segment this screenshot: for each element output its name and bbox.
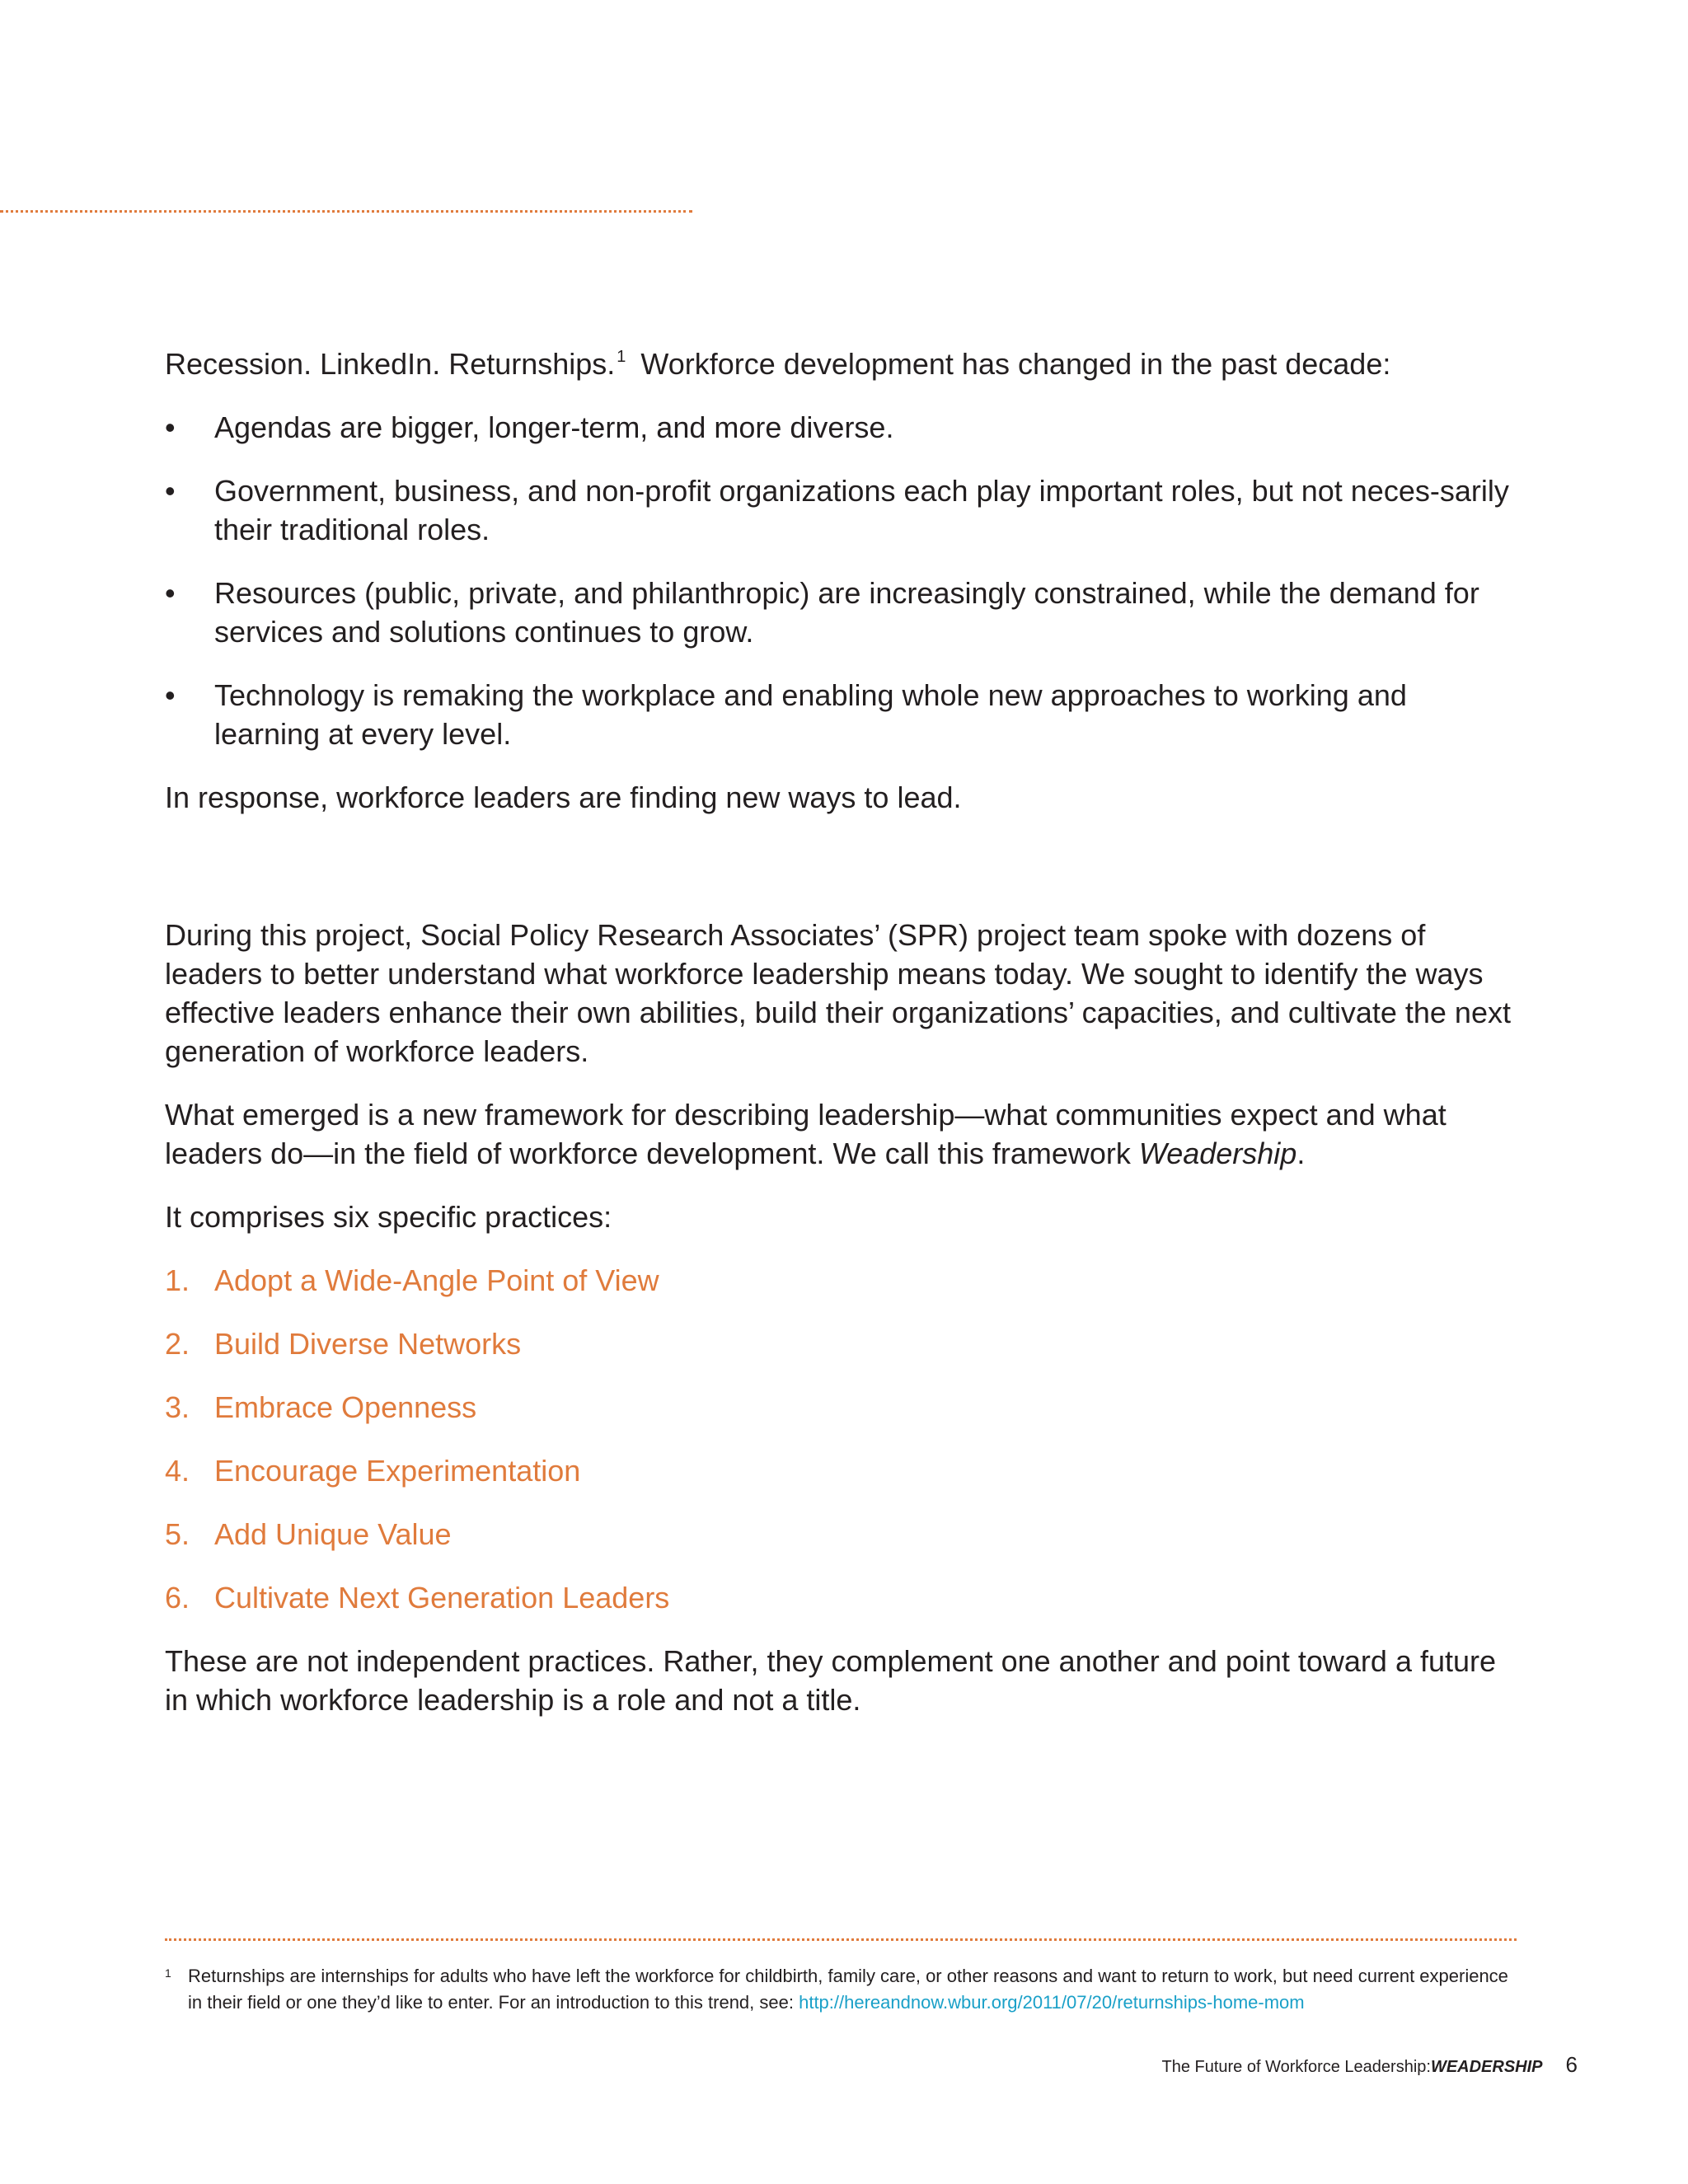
list-item [165,676,1517,753]
list-item-text: Technology is remaking the workplace and enabling whole new approaches to working and learning at every level. [214,678,1407,751]
practice-number: 5. [165,1517,190,1551]
footnote-text: Returnships are internships for adults who have left the workforce for childbirth, family care, or other reasons and want to return to work, but need current experience in their field or one they’d like to enter. For an introduction to this trend, see: [188,1966,1508,2013]
practice-label: Adopt a Wide-Angle Point of View [214,1263,659,1297]
practice-number: 4. [165,1454,190,1488]
list-item-text: Resources (public, private, and philanthropic) are increasingly constrained, while the demand for services and solutions continues to grow. [214,576,1479,649]
framework-paragraph [165,1095,1517,1173]
practice-number: 3. [165,1390,190,1424]
practice-number: 2. [165,1327,190,1361]
intro-lead-rest: Workforce development has changed in the past decade: [640,347,1391,381]
footnote-body [188,1963,1517,2016]
comprises-paragraph: It comprises six specific practices: [165,1200,612,1234]
bullet-icon: • [165,678,176,712]
list-item [165,1324,1517,1363]
intro-paragraph [165,344,1517,383]
response-paragraph: In response, workforce leaders are finding new ways to lead. [165,780,962,814]
main-content [165,344,1517,1744]
bullet-icon: • [165,576,176,610]
list-item [165,574,1517,651]
bullet-icon: • [165,474,176,508]
project-paragraph: During this project, Social Policy Research Associates’ (SPR) project team spoke with dozens of leaders to better understand what workforce leadership means today. We sought to identify the ways effective leaders enhance their own abilities, build their organizations’ capacities, and cultivate the next generation of workforce leaders. [165,918,1511,1068]
footnote-ref[interactable]: 1 [617,348,626,366]
framework-text: What emerged is a new framework for describing leadership—what communities expect and what leaders do—in the field of workforce development. We call this framework [165,1098,1447,1170]
footer-brand: WEADERSHIP [1430,2058,1543,2076]
framework-end: . [1296,1137,1306,1170]
footnote-link[interactable]: http://hereandnow.wbur.org/2011/07/20/returnships-home-mom [799,1992,1305,2013]
list-item [165,1388,1517,1427]
intro-lead-words: Recession. LinkedIn. Returnships. [165,347,616,381]
page-number: 6 [1565,2052,1578,2077]
list-item [165,1515,1517,1554]
closing-paragraph: These are not independent practices. Rather, they complement one another and point toward a future in which workforce leadership is a role and not a title. [165,1644,1497,1717]
practice-number: 1. [165,1263,190,1297]
practice-label: Encourage Experimentation [214,1454,581,1488]
list-item-text: Government, business, and non-profit organizations each play important roles, but not neces-sarily their traditional roles. [214,474,1509,546]
footnote-dotted-rule [165,1938,1517,1941]
practice-label: Embrace Openness [214,1390,477,1424]
practice-label: Cultivate Next Generation Leaders [214,1581,670,1615]
bullet-icon: • [165,410,176,444]
change-bullet-list [165,408,1517,753]
top-dotted-rule [0,210,692,213]
footnote-mark: 1 [165,1966,171,1980]
list-item [165,1451,1517,1490]
practice-label: Add Unique Value [214,1517,452,1551]
footnote [165,1963,1517,2016]
list-item [165,1578,1517,1617]
footer-title: The Future of Workforce Leadership: [1161,2058,1431,2076]
list-item-text: Agendas are bigger, longer-term, and more diverse. [214,410,894,444]
list-item [165,1261,1517,1300]
list-item [165,471,1517,549]
section-gap [165,841,1517,916]
list-item [165,408,1517,447]
practice-label: Build Diverse Networks [214,1327,522,1361]
framework-term: Weadership [1138,1137,1297,1170]
practices-list [165,1261,1517,1617]
page-footer [1161,2052,1578,2079]
practice-number: 6. [165,1581,190,1615]
